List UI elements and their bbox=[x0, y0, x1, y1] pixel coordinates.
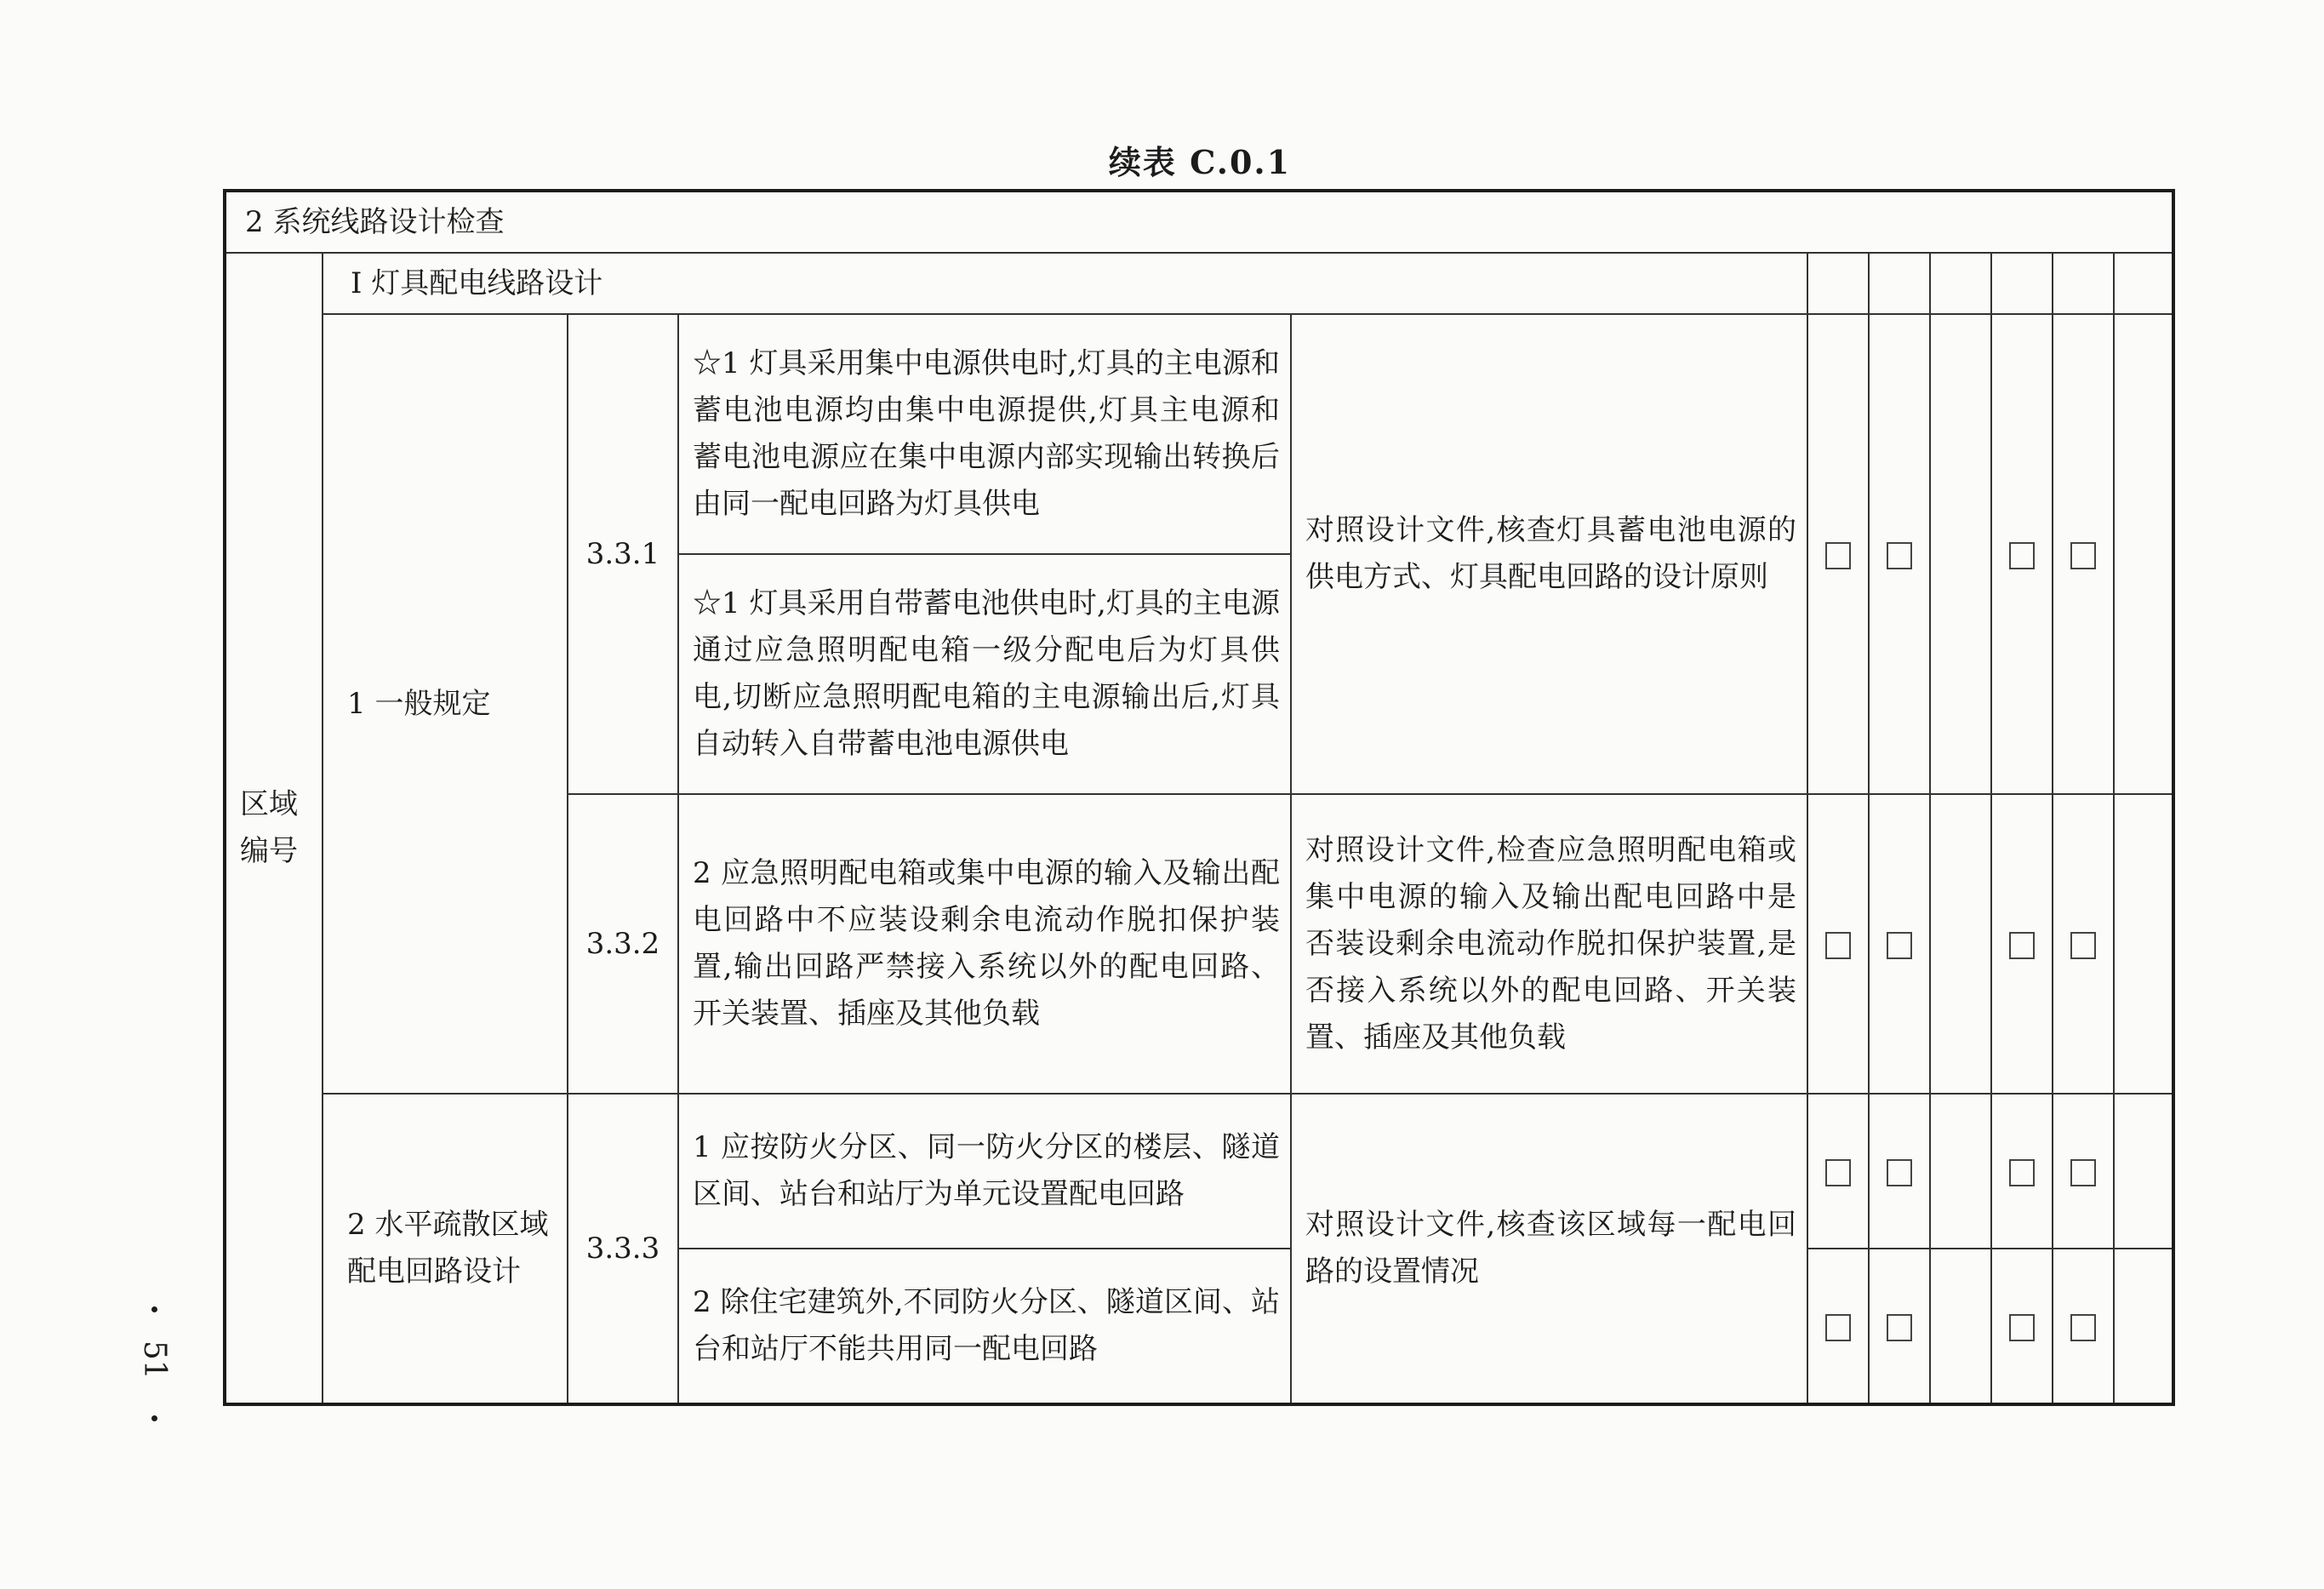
checkbox-cell[interactable] bbox=[1991, 1249, 2053, 1404]
checklist-table bbox=[223, 189, 2175, 1406]
item-general-rules: 1 一般规定 bbox=[323, 314, 568, 1094]
check-method-text: 对照设计文件,检查应急照明配电箱或集中电源的输入及输出配电回路中是否装设剩余电流动作脱扣保护装置,是否接入系统以外的配电回路、开关装置、插座及其他负载 bbox=[1291, 794, 1807, 1094]
checkbox[interactable] bbox=[1887, 932, 1912, 959]
result-cell bbox=[1807, 253, 1869, 314]
result-cell bbox=[1930, 1094, 1991, 1249]
checkbox[interactable] bbox=[1825, 932, 1851, 959]
page-number-dot-top bbox=[151, 1306, 157, 1312]
checkbox[interactable] bbox=[2070, 1314, 2096, 1341]
check-method-text: 对照设计文件,核查灯具蓄电池电源的供电方式、灯具配电回路的设计原则 bbox=[1291, 314, 1807, 794]
requirement-text: ☆1 灯具采用集中电源供电时,灯具的主电源和蓄电池电源均由集中电源提供,灯具主电源和蓄电池电源应在集中电源内部实现输出转换后由同一配电回路为灯具供电 bbox=[678, 314, 1291, 554]
checkbox[interactable] bbox=[1887, 1314, 1912, 1341]
checkbox-cell[interactable] bbox=[1807, 314, 1869, 794]
checkbox[interactable] bbox=[1825, 542, 1851, 569]
section-title: 2 系统线路设计检查 bbox=[225, 191, 2173, 253]
result-cell bbox=[2114, 1249, 2173, 1404]
page-number bbox=[138, 1306, 172, 1426]
subsection-header-row bbox=[225, 253, 2173, 314]
checkbox[interactable] bbox=[1887, 1159, 1912, 1186]
checkbox-cell[interactable] bbox=[2053, 794, 2114, 1094]
checkbox-cell[interactable] bbox=[1991, 794, 2053, 1094]
checkbox-cell[interactable] bbox=[1869, 1249, 1930, 1404]
checkbox-cell[interactable] bbox=[1807, 1094, 1869, 1249]
result-cell bbox=[2114, 1094, 2173, 1249]
subsection-title: Ⅰ 灯具配电线路设计 bbox=[323, 253, 1807, 314]
section-header-row bbox=[225, 191, 2173, 253]
requirement-text: 2 除住宅建筑外,不同防火分区、隧道区间、站台和站厅不能共用同一配电回路 bbox=[678, 1249, 1291, 1404]
checkbox-cell[interactable] bbox=[1869, 1094, 1930, 1249]
result-cell bbox=[2114, 253, 2173, 314]
checkbox[interactable] bbox=[2009, 1314, 2035, 1341]
checkbox-cell[interactable] bbox=[1991, 314, 2053, 794]
clause-3-3-2: 3.3.2 bbox=[568, 794, 678, 1094]
table-row bbox=[225, 1094, 2173, 1249]
area-number-label-text: 区域编号 bbox=[240, 787, 298, 868]
requirement-text: 1 应按防火分区、同一防火分区的楼层、隧道区间、站台和站厅为单元设置配电回路 bbox=[678, 1094, 1291, 1249]
checkbox[interactable] bbox=[2070, 542, 2096, 569]
checkbox-cell[interactable] bbox=[1991, 1094, 2053, 1249]
result-cell bbox=[2114, 794, 2173, 1094]
checkbox[interactable] bbox=[2070, 932, 2096, 959]
requirement-text: ☆1 灯具采用自带蓄电池供电时,灯具的主电源通过应急照明配电箱一级分配电后为灯具供电,切断应急照明配电箱的主电源输出后,灯具自动转入自带蓄电池电源供电 bbox=[678, 554, 1291, 794]
result-cell bbox=[1869, 253, 1930, 314]
clause-3-3-1: 3.3.1 bbox=[568, 314, 678, 794]
result-cell bbox=[1930, 794, 1991, 1094]
checkbox-cell[interactable] bbox=[1807, 794, 1869, 1094]
check-method-text: 对照设计文件,核查该区域每一配电回路的设置情况 bbox=[1291, 1094, 1807, 1404]
checkbox[interactable] bbox=[1825, 1314, 1851, 1341]
checkbox-cell[interactable] bbox=[2053, 1094, 2114, 1249]
requirement-text: 2 应急照明配电箱或集中电源的输入及输出配电回路中不应装设剩余电流动作脱扣保护装置,输出回路严禁接入系统以外的配电回路、开关装置、插座及其他负载 bbox=[678, 794, 1291, 1094]
checkbox[interactable] bbox=[2009, 1159, 2035, 1186]
area-number-label bbox=[225, 253, 323, 1404]
checkbox-cell[interactable] bbox=[2053, 314, 2114, 794]
clause-3-3-3: 3.3.3 bbox=[568, 1094, 678, 1404]
result-cell bbox=[1930, 253, 1991, 314]
result-cell bbox=[1991, 253, 2053, 314]
result-cell bbox=[1930, 314, 1991, 794]
checkbox[interactable] bbox=[1825, 1159, 1851, 1186]
checkbox[interactable] bbox=[2070, 1159, 2096, 1186]
checkbox-cell[interactable] bbox=[1869, 794, 1930, 1094]
table-row bbox=[225, 314, 2173, 554]
checkbox-cell[interactable] bbox=[2053, 1249, 2114, 1404]
page-number-text: 51 bbox=[137, 1340, 172, 1380]
page-number-dot-bottom bbox=[151, 1415, 157, 1421]
result-cell bbox=[2114, 314, 2173, 794]
checkbox[interactable] bbox=[1887, 542, 1912, 569]
page-title: 续表 C.0.1 bbox=[1108, 143, 1292, 181]
checkbox-cell[interactable] bbox=[1807, 1249, 1869, 1404]
checkbox[interactable] bbox=[2009, 932, 2035, 959]
result-cell bbox=[2053, 253, 2114, 314]
checkbox[interactable] bbox=[2009, 542, 2035, 569]
checkbox-cell[interactable] bbox=[1869, 314, 1930, 794]
result-cell bbox=[1930, 1249, 1991, 1404]
item-horizontal-evacuation: 2 水平疏散区域配电回路设计 bbox=[323, 1094, 568, 1404]
